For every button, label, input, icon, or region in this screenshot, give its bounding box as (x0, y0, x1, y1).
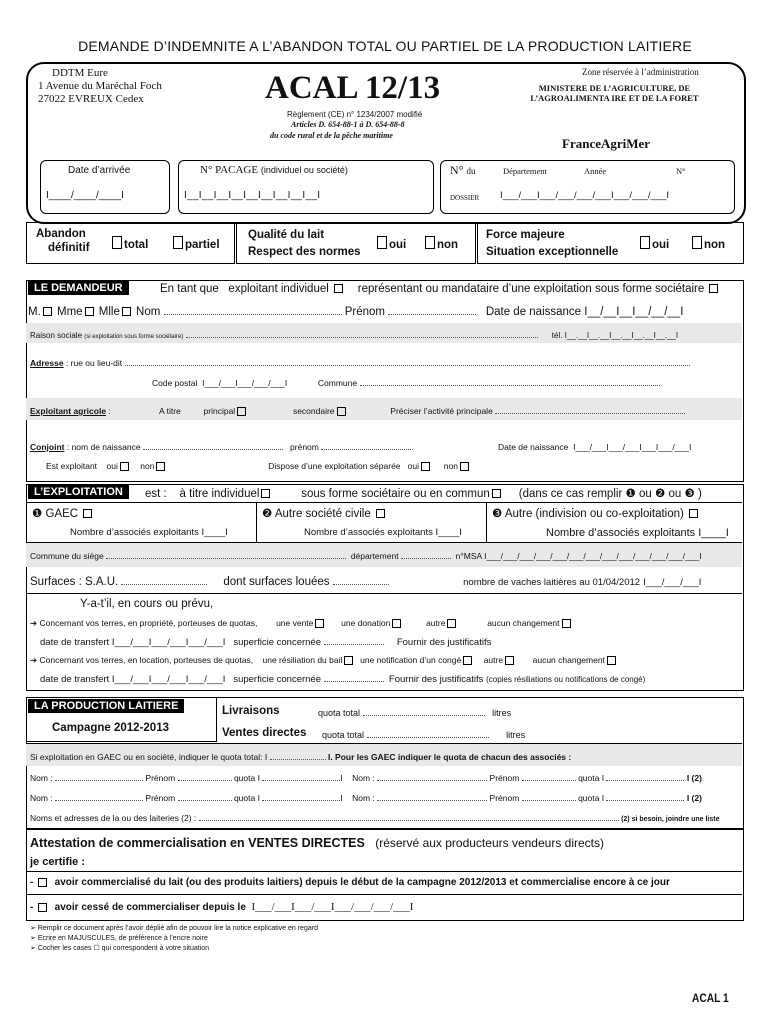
principal-label: principal (203, 406, 236, 416)
conjoint-prenom-field[interactable] (321, 441, 413, 450)
assoc-quota-field[interactable] (606, 792, 684, 801)
regulation: Règlement (CE) n° 1234/2007 modifié (287, 110, 423, 119)
quota-total-label: quota total (318, 708, 361, 718)
demandeur-header: LE DEMANDEUR (28, 281, 129, 295)
mlle-label: Mlle (98, 306, 120, 318)
assoc-nom-field[interactable] (55, 772, 143, 781)
transfert2-row (40, 673, 756, 685)
notification-label: une notification d’un congé (360, 655, 462, 665)
force-non[interactable] (690, 236, 725, 251)
campagne: Campagne 2012-2013 (52, 722, 169, 734)
ligne1-label: avoir commercialisé du lait (ou des produits laitiers) depuis le début de la campagne 2012/2013 et commercialise encore à ce jour (54, 877, 670, 888)
oui-label: oui (407, 461, 419, 471)
attestation-reserve: (réservé aux producteurs vendeurs directs) (375, 836, 604, 850)
concernant2-label: ➔ Concernant vos terres, en location, porteuses de quotas, (30, 655, 254, 665)
transfert1-row (40, 636, 756, 648)
cp-label: Code postal (152, 378, 198, 388)
assoc-prenom-label: Prénom (145, 773, 176, 783)
oui-label: oui (652, 239, 670, 251)
note-text: Ecrire en MAJUSCULES, de préférence à l’encre noire (37, 935, 208, 942)
surfaces-sep (26, 593, 742, 594)
fournir2-label: Fournir des justificatifs (388, 674, 484, 685)
surfaces-row (30, 576, 746, 588)
ventes-label: Ventes directes (222, 727, 307, 739)
superficie-field[interactable] (324, 673, 384, 682)
msa-label: n°MSA (455, 551, 482, 561)
articles: Articles D. 654-88-1 à D. 654-88-8 (291, 120, 405, 129)
individuel-checkbox[interactable] (261, 489, 270, 498)
laiteries-field[interactable] (199, 812, 619, 821)
note-item: ➢ Cocher les cases ☐ qui correspondent à votre situation (30, 945, 210, 952)
autre2-checkbox[interactable] (505, 656, 514, 665)
est-exploitant-non[interactable] (156, 462, 165, 471)
assoc-nom-field[interactable] (377, 772, 487, 781)
ventes-row (322, 729, 525, 740)
num-label: N° (676, 166, 686, 176)
en-tant-que: En tant que (160, 283, 219, 295)
msa-field[interactable]: I___/___/___/___/___/___/___/___/___/___/___/___/___I (484, 551, 702, 561)
tel-field[interactable]: tél. I__.__I__.__I__.__I__.__I__.__I (551, 331, 679, 340)
date-arrivee-field[interactable]: I____/____/____I (46, 190, 124, 201)
gaec-checkbox[interactable] (83, 509, 92, 518)
force-oui-checkbox[interactable] (640, 236, 650, 249)
livraisons-row (318, 707, 511, 718)
non-label: non (140, 461, 155, 471)
mme-checkbox[interactable] (85, 307, 94, 316)
livraisons-label: Livraisons (222, 705, 280, 717)
assoc-prenom-field[interactable] (522, 772, 576, 781)
date-transfert-field[interactable]: I___/___I___/___I___/___I (111, 674, 226, 685)
principal-checkbox[interactable] (237, 407, 246, 416)
donation-checkbox[interactable] (392, 619, 401, 628)
form-title: DEMANDE D’INDEMNITE A L’ABANDON TOTAL OU PARTIEL DE LA PRODUCTION LAITIERE (78, 38, 692, 54)
exploitation-est-row (145, 486, 741, 500)
abandon-label (36, 227, 90, 255)
resiliation-checkbox[interactable] (344, 656, 353, 665)
assoc-quota-field[interactable] (606, 772, 684, 781)
ref2-label: I (2) (686, 773, 702, 783)
date-transfert-field[interactable]: I___/___I___/___I___/___I (111, 637, 226, 648)
livraisons-quota-field[interactable] (363, 707, 485, 716)
secondaire-label: secondaire (292, 406, 335, 416)
note-text: Remplir ce document après l’avoir déplié afin de pouvoir lire la notice explicative en regard (37, 925, 318, 932)
est-exploitant-oui[interactable] (120, 462, 129, 471)
louees-label: dont surfaces louées (223, 576, 330, 588)
m-label: M. (28, 306, 41, 318)
date-naissance-label: Date de naissance (485, 306, 582, 318)
besoin-note: (2) si besoin, joindre une liste (621, 816, 720, 823)
surfaces-label: Surfaces : S.A.U. (30, 576, 119, 588)
louees-field[interactable] (333, 576, 389, 585)
office-address (38, 67, 162, 106)
assoc-nom-field[interactable] (377, 792, 487, 801)
ligne2-checkbox[interactable] (38, 903, 47, 912)
representant-checkbox[interactable] (709, 284, 718, 293)
assoc-prenom-label: Prénom (489, 793, 520, 803)
en-tant-que-row (160, 283, 740, 295)
assoc-quota-label: quota I (578, 793, 605, 803)
superficie-label: superficie concernée (233, 674, 321, 685)
note-text: Cocher les cases ☐ qui correspondent à votre situation (37, 945, 210, 952)
est-exploitant-row (46, 461, 762, 471)
adresse-label: Adresse (30, 358, 64, 368)
assoc-prenom-field[interactable] (178, 792, 232, 801)
total-option[interactable] (110, 236, 148, 251)
address-line: 1 Avenue du Maréchal Foch (38, 80, 162, 92)
assoc-prenom-field[interactable] (522, 792, 576, 801)
ministry: MINISTERE DE L’AGRICULTURE, DE L’AGROALIMENTA IRE ET DE LA FORET (530, 83, 699, 103)
dossier-no-label: N° (450, 163, 464, 177)
dispose-label: Dispose d’une exploitation séparée (268, 461, 401, 471)
non-label: non (704, 239, 726, 251)
assoc-quota-label: quota I (233, 793, 260, 803)
force-non-checkbox[interactable] (692, 236, 702, 249)
societaire-checkbox[interactable] (492, 489, 501, 498)
concernant2-row (30, 655, 746, 666)
ligne2-label: avoir cessé de commercialiser depuis le (54, 902, 246, 913)
quota-total-label: quota total (322, 730, 365, 740)
departement-field[interactable] (401, 550, 451, 559)
preciser-label: Préciser l’activité principale (390, 406, 493, 416)
vaches-label: nombre de vaches laitières au 01/04/2012 (463, 577, 641, 588)
nom-field[interactable] (164, 306, 342, 315)
litres-label: litres (506, 730, 526, 740)
abandon-text: Abandon (36, 228, 86, 240)
qualite-non[interactable] (423, 236, 458, 251)
annee-label: Année (584, 166, 607, 176)
dossier-label: DOSSIER (450, 194, 480, 202)
date-transfert-label: date de transfert (40, 674, 110, 685)
production-header: LA PRODUCTION LAITIERE (28, 699, 184, 713)
page-footer: ACAL 1 (692, 991, 729, 1005)
exploitation-header: L’EXPLOITATION (28, 485, 129, 499)
attestation-ligne1: - avoir commercialisé du lait (ou des produits laitiers) depuis le début de la campagne 2012/2013 et commercialise encore à ce jour (30, 877, 670, 888)
notification-checkbox[interactable] (463, 656, 472, 665)
societaire-label: sous forme sociétaire ou en commun (301, 488, 490, 500)
assoc-nom-label: Nom : (352, 773, 375, 783)
code-rural: du code rural et de la pêche maritime (270, 131, 393, 140)
resiliation-label: une résiliation du bail (262, 655, 343, 665)
note-item: ➢ Remplir ce document après l’avoir déplié afin de pouvoir lire la notice explicative en regard (30, 925, 318, 932)
conjoint-prenom-label: prénom (290, 442, 319, 452)
dossier-no (450, 163, 475, 178)
aucun2-label: aucun changement (532, 655, 605, 665)
respect-text: Respect des normes (248, 246, 361, 258)
assoc-nom-label: Nom : (30, 793, 53, 803)
assoc-prenom-label: Prénom (489, 773, 520, 783)
raison-note: (si exploitation sous forme sociétaire) (84, 334, 184, 340)
mlle-checkbox[interactable] (122, 307, 131, 316)
autre-label: autre (426, 618, 446, 628)
exploitant-agricole-label: Exploitant agricole (30, 406, 107, 416)
vaches-field[interactable]: I___/___/___I (643, 577, 702, 588)
superficie-field[interactable] (324, 636, 384, 645)
est-exploitant-label: Est exploitant (46, 461, 98, 471)
est-label: est : (145, 488, 167, 500)
definitif-text: définitif (48, 242, 90, 254)
mme-label: Mme (56, 306, 83, 318)
litres-label: litres (492, 708, 512, 718)
date-arrivee-label: Date d’arrivée (68, 165, 131, 176)
dossier-du: du (466, 166, 476, 176)
gaec-cell (26, 502, 257, 542)
exploitant-agricole-row: Exploitant agricole : A titre principal secondaire Préciser l’activité principale (30, 405, 746, 416)
dans-ce-cas-label: (dans ce cas remplir ❶ ou ❷ ou ❸ ) (518, 488, 702, 500)
pacage-sub: (individuel ou société) (260, 165, 348, 175)
certifie-sep (26, 871, 742, 872)
gaec-note: I. Pour les GAEC indiquer le quota de chacun des associés : (327, 752, 572, 762)
date-transfert-label: date de transfert (40, 637, 110, 648)
sau-field[interactable] (121, 576, 207, 585)
oui-label: oui (106, 461, 118, 471)
si-exploitation-label: Si exploitation en GAEC ou en société, indiquer le quota total: I (30, 752, 268, 762)
total-label: total (124, 239, 149, 251)
ligne-sep (26, 894, 742, 895)
preciser-field[interactable] (495, 405, 685, 414)
force-text: Force majeure (486, 229, 565, 241)
pacage-field[interactable]: I__I__I__I__I__I__I__I__I__I (184, 190, 321, 201)
gaec-label: ❶ GAEC (32, 508, 79, 520)
oui-label: oui (389, 239, 407, 251)
concernant1-label: ➔ Concernant vos terres, en propriété, porteuses de quotas, (30, 618, 258, 628)
autre-civile-label: ❷ Autre société civile (262, 508, 371, 520)
nom-naissance-field[interactable] (143, 441, 283, 450)
commune-siege-field[interactable] (106, 550, 346, 559)
superficie-label: superficie concernée (233, 637, 321, 648)
partiel-label: partiel (185, 239, 220, 251)
partiel-option[interactable] (171, 236, 220, 251)
note-item: ➢ Ecrire en MAJUSCULES, de préférence à l’encre noire (30, 935, 208, 942)
m-checkbox[interactable] (43, 307, 52, 316)
ventes-quota-field[interactable] (367, 729, 489, 738)
autre-civile-cell (256, 502, 487, 542)
a-titre-label: A titre (159, 406, 181, 416)
non-label: non (443, 461, 458, 471)
force-label (486, 227, 618, 261)
fournir-label: Fournir des justificatifs (396, 637, 492, 648)
donation-label: une donation (341, 618, 391, 628)
raison-label: Raison sociale (30, 331, 83, 340)
address-line: 27022 EVREUX Cedex (38, 93, 144, 105)
exploitant-checkbox[interactable] (334, 284, 343, 293)
assoc-quota-label: quota I (578, 773, 605, 783)
associe-row-1: Nom : Prénom quota I I Nom : Prénom quota I I (2) (30, 773, 702, 783)
gaec-option[interactable] (32, 506, 94, 520)
conjoint-date-label: Date de naissance (497, 442, 569, 452)
admin-zone: Zone réservée à l’administration (582, 67, 699, 77)
individuel-label: à titre individuel (179, 488, 260, 500)
qualite-non-checkbox[interactable] (425, 236, 435, 249)
commune-field[interactable] (360, 377, 660, 386)
gaec-associes[interactable]: Nombre d’associés exploitants I____I (70, 527, 228, 538)
qualite-oui-checkbox[interactable] (377, 236, 387, 249)
commune-siege-label: Commune du siège (30, 551, 104, 561)
address-line: DDTM Eure (52, 67, 108, 79)
conjoint-date-field[interactable]: I___/___I___/___I___I___/___I (573, 442, 692, 452)
dept-label: Département (503, 166, 547, 176)
attestation-ligne2: - avoir cessé de commercialiser depuis le I___/___I___/___I___/___/___/___I (30, 901, 414, 913)
agency: FranceAgriMer (562, 136, 651, 151)
ligne1-checkbox[interactable] (38, 878, 47, 887)
concernant1-row (30, 618, 746, 629)
attestation-title: Attestation de commercialisation en VENTES DIRECTES (30, 836, 365, 850)
assoc-quota-label: quota I (233, 773, 260, 783)
commune-label: Commune (317, 378, 358, 388)
commune-siege-row (30, 550, 746, 561)
prenom-field[interactable] (388, 306, 476, 315)
dispose-oui[interactable] (421, 462, 430, 471)
autre-indiv-associes[interactable]: Nombre d’associés exploitants I____I (546, 527, 729, 539)
pacage-label (200, 164, 348, 176)
fournir2-note: (copies résiliations ou notifications de congé) (486, 675, 646, 684)
rue-field[interactable] (125, 357, 690, 366)
situation-text: Situation exceptionnelle (486, 246, 619, 258)
cp-field[interactable]: I___/___I___/___/___I (202, 378, 288, 388)
cp-row (152, 377, 770, 388)
conjoint-label: Conjoint (30, 442, 65, 452)
conjoint-row (30, 441, 746, 452)
qualite-label (248, 227, 361, 261)
attestation-title-row (30, 836, 746, 850)
nom-naissance-label: : nom de naissance (66, 442, 141, 452)
assoc-quota-field[interactable] (262, 792, 340, 801)
civilite-row (28, 306, 744, 318)
rue-label: : rue ou lieu-dit (65, 358, 123, 368)
force-oui[interactable] (638, 236, 669, 251)
dispose-non[interactable] (460, 462, 469, 471)
assoc-nom-label: Nom : (30, 773, 53, 783)
assoc-prenom-field[interactable] (178, 772, 232, 781)
autre-indiv-cell (486, 502, 742, 542)
representant-label: représentant ou mandataire d’une exploitation sous forme sociétaire (357, 283, 705, 295)
autre-civile-associes[interactable]: Nombre d’associés exploitants I____I (304, 527, 462, 538)
assoc-quota-field[interactable] (262, 772, 340, 781)
associe-row-2: Nom : Prénom quota I I Nom : Prénom quota I I (2) (30, 793, 702, 803)
autre-indiv-option[interactable] (492, 506, 700, 520)
laiteries-row (30, 812, 746, 823)
autre-checkbox[interactable] (447, 619, 456, 628)
aucun2-checkbox[interactable] (607, 656, 616, 665)
si-exploitation-row (30, 751, 746, 762)
date-naissance-field[interactable]: I__/__I__I__/__/__I (584, 306, 684, 318)
raison-field[interactable] (186, 329, 538, 338)
adresse-row (30, 357, 746, 368)
assoc-nom-field[interactable] (55, 792, 143, 801)
quota-total-field[interactable] (270, 751, 326, 760)
ya-til-row: Y-a-t’il, en cours ou prévu, (80, 598, 214, 610)
vente-checkbox[interactable] (315, 619, 324, 628)
assoc-prenom-label: Prénom (145, 793, 176, 803)
exploitant-label: exploitant individuel (228, 283, 329, 295)
prenom-label: Prénom (344, 306, 386, 318)
assoc-nom-label: Nom : (352, 793, 375, 803)
non-label: non (437, 239, 459, 251)
aucun-label: aucun changement (487, 618, 560, 628)
autre-indiv-checkbox[interactable] (689, 509, 698, 518)
secondaire-checkbox[interactable] (337, 407, 346, 416)
vente-label: une vente (276, 618, 314, 628)
notes (30, 924, 318, 954)
form-code: ACAL 12/13 (265, 70, 441, 106)
ref2-label: I (2) (686, 793, 702, 803)
raison-row (30, 329, 746, 340)
total-checkbox[interactable] (112, 236, 122, 249)
autre-indiv-label: ❸ Autre (indivision ou co-exploitation) (492, 508, 684, 520)
pacage-title: N° PACAGE (200, 164, 259, 176)
departement-label: département (350, 551, 399, 561)
autre-civile-option[interactable] (262, 506, 387, 520)
qualite-oui[interactable] (375, 236, 406, 251)
certifie-label: je certifie : (30, 856, 86, 868)
nom-label: Nom (136, 306, 161, 318)
partiel-checkbox[interactable] (173, 236, 183, 249)
qualite-text: Qualité du lait (248, 229, 325, 241)
ligne2-date-field[interactable]: I___/___I___/___I___/___/___/___I (251, 901, 414, 913)
aucun-checkbox[interactable] (562, 619, 571, 628)
autre-civile-checkbox[interactable] (376, 509, 385, 518)
dossier-field[interactable]: I___/___I___/___/___/___I___/___/___I (500, 190, 670, 201)
laiteries-label: Noms et adresses de la ou des laiteries (2) : (30, 813, 197, 823)
autre2-label: autre (483, 655, 504, 665)
